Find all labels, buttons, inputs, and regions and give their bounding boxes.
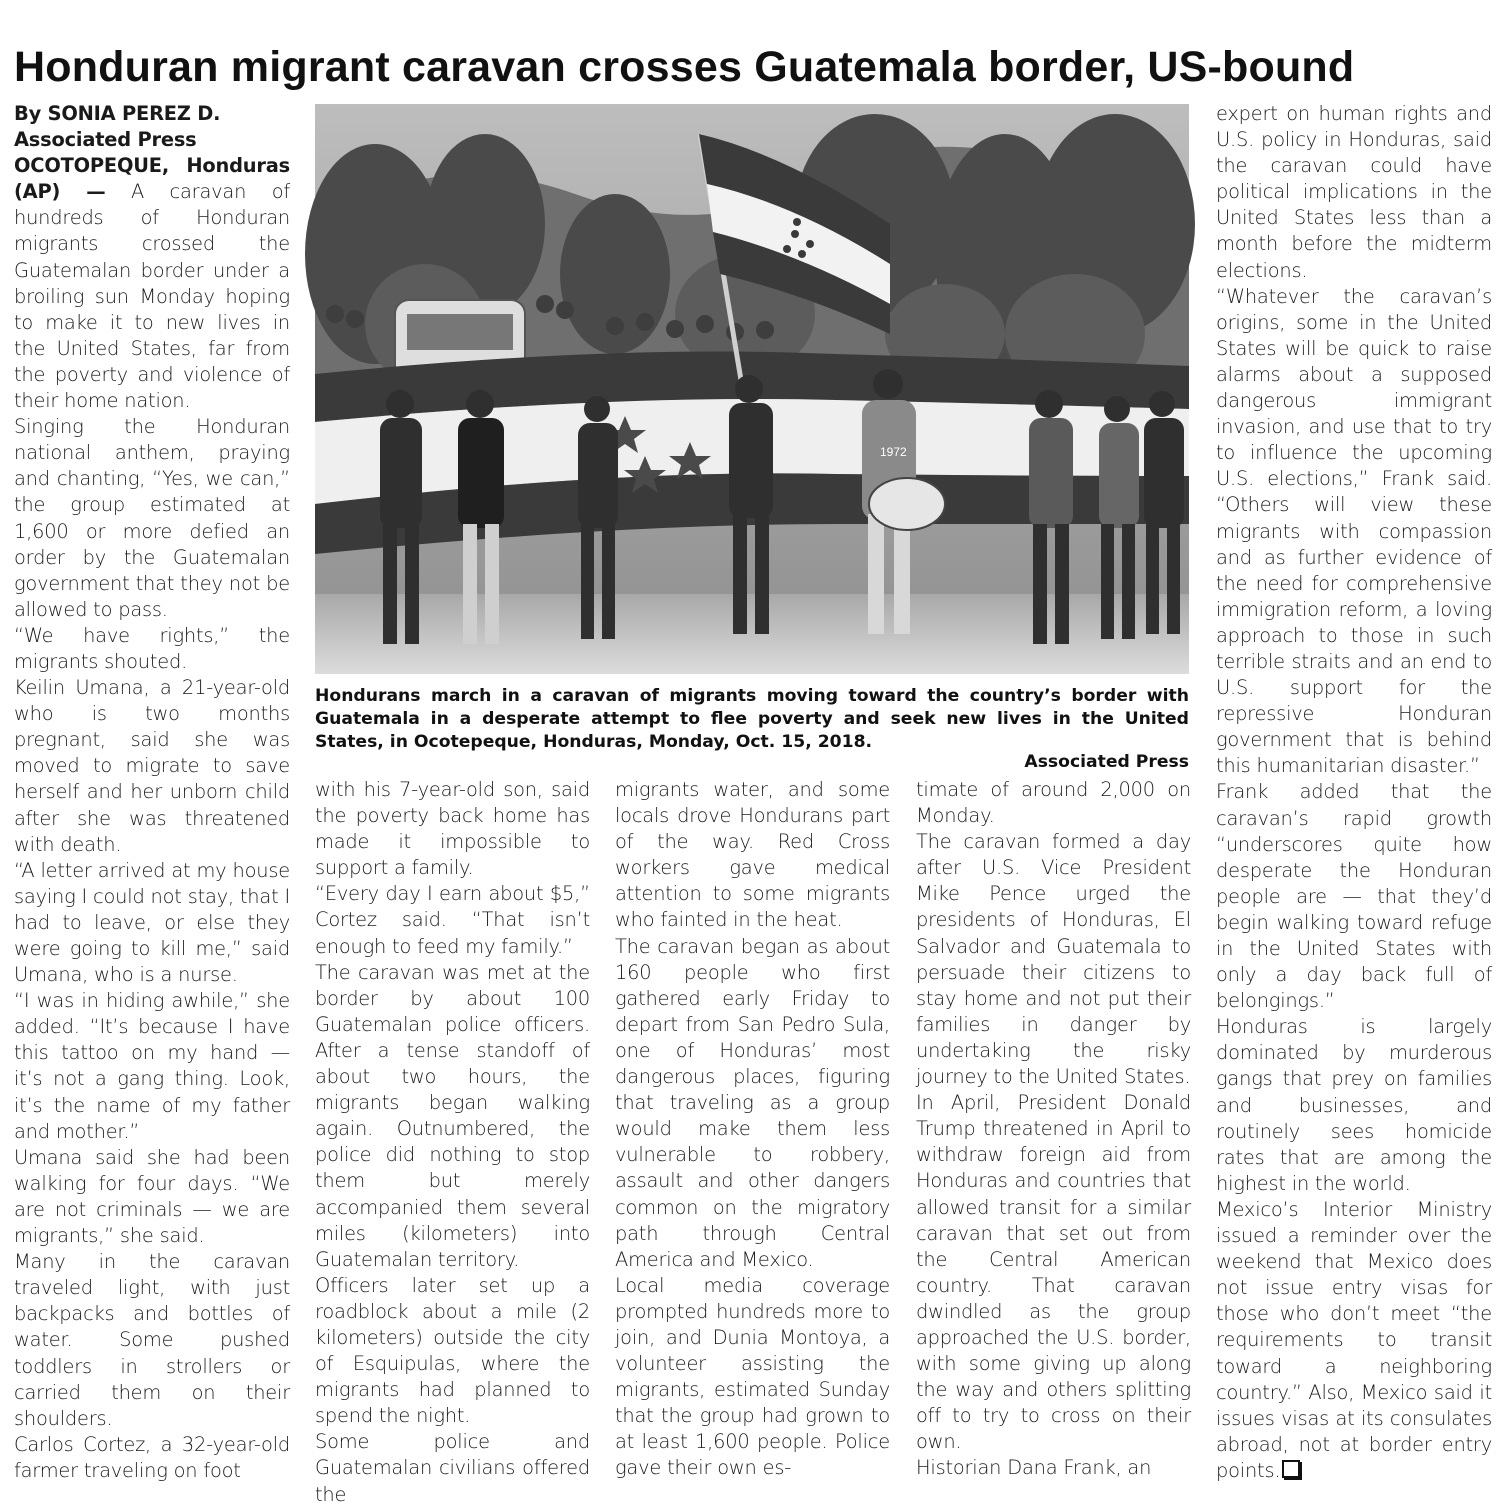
paragraph: Keilin Umana, a 21-year-old who is two months pregnant, said she was moved to migrate to save herself and her unborn child after she was threatened with death. <box>14 676 290 856</box>
lead-paragraph <box>14 153 290 414</box>
byline-agency: Associated Press <box>14 128 197 152</box>
article-column-4 <box>916 777 1191 1487</box>
article-column-3 <box>615 777 890 1487</box>
paragraph: Local media coverage prompted hundreds more to join, and Dunia Montoya, a volunteer assisting the migrants, estimated Sunday that the group had grown to at least 1,600 people. Police gave their own es- <box>615 1273 890 1480</box>
article-column-1 <box>14 101 290 1486</box>
paragraph: migrants water, and some locals drove Hondurans part of the way. Red Cross workers gave medical attention to some migrants who fainted in the heat. <box>615 778 890 932</box>
headline: Honduran migrant caravan crosses Guatemala border, US-bound <box>14 42 1355 91</box>
paragraph: “Whatever the caravan’s origins, some in the United States will be quick to raise alarms about a supposed dangerous immigrant invasion, and use that to try to influence the upcoming U.S. elections,” Frank said. “Others will view these migrants with compassion and as further evidence of the need for comprehensive immigration reform, a loving approach to those in such terrible straits and an end to U.S. support for the repressive Honduran government that is behind this humanitarian disaster.” <box>1216 284 1492 778</box>
paragraph: Officers later set up a roadblock about a mile (2 kilometers) outside the city of Esquipulas, where the migrants had planned to spend the night. <box>315 1273 590 1428</box>
paragraph: with his 7-year-old son, said the poverty back home has made it impossible to support a family. <box>315 778 590 880</box>
photo-caption: Hondurans march in a caravan of migrants moving toward the country’s border with Guatemala in a desperate attempt to flee poverty and seek new lives in the United States, in Ocotepeque, Honduras, Monday, Oct. 15, 2018. <box>315 686 1189 752</box>
news-photo <box>315 104 1189 674</box>
article-column-2 <box>315 777 590 1506</box>
paragraph: expert on human rights and U.S. policy in Honduras, said the caravan could have political implications in the United States less than a month before the midterm elections. <box>1216 102 1492 282</box>
paragraph: timate of around 2,000 on Monday. <box>916 778 1191 828</box>
paragraph: The caravan was met at the border by about 100 Guatemalan police officers. After a tense standoff of about two hours, the migrants began walking again. Outnumbered, the police did nothing to stop them but merely accompanied them several miles (kilometers) into Guatemalan territory. <box>315 960 590 1271</box>
paragraph: Frank added that the caravan’s rapid growth “underscores quite how desperate the Honduran people are — that they’d begin walking toward refuge in the United States with only a day back full of belongings.” <box>1216 780 1492 1013</box>
shirt-text: 1972 <box>880 445 907 459</box>
paragraph: Umana said she had been walking for four days. “We are not criminals — we are migrants,” she said. <box>14 1145 290 1248</box>
photo-credit: Associated Press <box>1024 752 1189 772</box>
final-paragraph <box>1216 1197 1492 1484</box>
paragraph: Some police and Guatemalan civilians offered the <box>315 1430 590 1506</box>
paragraph: Singing the Honduran national anthem, praying and chanting, “Yes, we can,” the group estimated at 1,600 or more defied an order by the Guatemalan government that they not be allowed to pass. <box>14 415 290 621</box>
paragraph: In April, President Donald Trump threatened in April to withdraw foreign aid from Honduras and countries that allowed transit for a similar caravan that set out from the Central American country. That caravan dwindled as the group approached the U.S. border, with some giving up along the way and others splitting off to try to cross on their own. <box>916 1091 1191 1454</box>
paragraph: Mexico’s Interior Ministry issued a reminder over the weekend that Mexico does not issue entry visas for those who don’t meet “the requirements to transit toward a neighboring country.” Also, Mexico said it issues visas at its consulates abroad, not at border entry points. <box>1216 1197 1492 1482</box>
dateline: OCOTOPEQUE, Honduras (AP) — <box>14 154 290 204</box>
paragraph: Many in the caravan traveled light, with just backpacks and bottles of water. Some pushed toddlers in strollers or carried them on their shoulders. <box>14 1250 290 1430</box>
paragraph: “A letter arrived at my house saying I could not stay, that I had to leave, or else they were going to kill me,” said Umana, who is a nurse. <box>14 858 290 987</box>
paragraph: Honduras is largely dominated by murderous gangs that prey on families and businesses, and routinely sees homicide rates that are among the highest in the world. <box>1216 1015 1492 1195</box>
paragraph: A caravan of hundreds of Honduran migrants crossed the Guatemalan border under a broiling sun Monday hoping to make it to new lives in the United States, far from the poverty and violence of their home nation. <box>14 180 290 413</box>
paragraph: “I was in hiding awhile,” she added. “It’s because I have this tattoo on my hand — it’s not a gang thing. Look, it’s the name of my father and mother.” <box>14 989 290 1143</box>
paragraph: The caravan began as about 160 people who first gathered early Friday to depart from San Pedro Sula, one of Honduras’ most dangerous places, figuring that traveling as a group would make them less vulnerable to robbery, assault and other dangers common on the migratory path through Central America and Mexico. <box>615 934 890 1271</box>
end-mark-icon <box>1282 1460 1300 1478</box>
paragraph: Carlos Cortez, a 32-year-old farmer traveling on foot <box>14 1432 290 1482</box>
paragraph: “Every day I earn about $5,” Cortez said. “That isn’t enough to feed my family.” <box>315 882 590 958</box>
paragraph: The caravan formed a day after U.S. Vice President Mike Pence urged the presidents of Honduras, El Salvador and Guatemala to persuade their citizens to stay home and not put their families in danger by undertaking the risky journey to the United States. <box>916 830 1191 1089</box>
byline-author: By SONIA PEREZ D. <box>14 102 221 125</box>
photo-illustration <box>315 104 1189 674</box>
paragraph: Historian Dana Frank, an <box>916 1456 1152 1480</box>
paragraph: “We have rights,” the migrants shouted. <box>14 623 290 673</box>
article-column-5 <box>1216 101 1492 1486</box>
